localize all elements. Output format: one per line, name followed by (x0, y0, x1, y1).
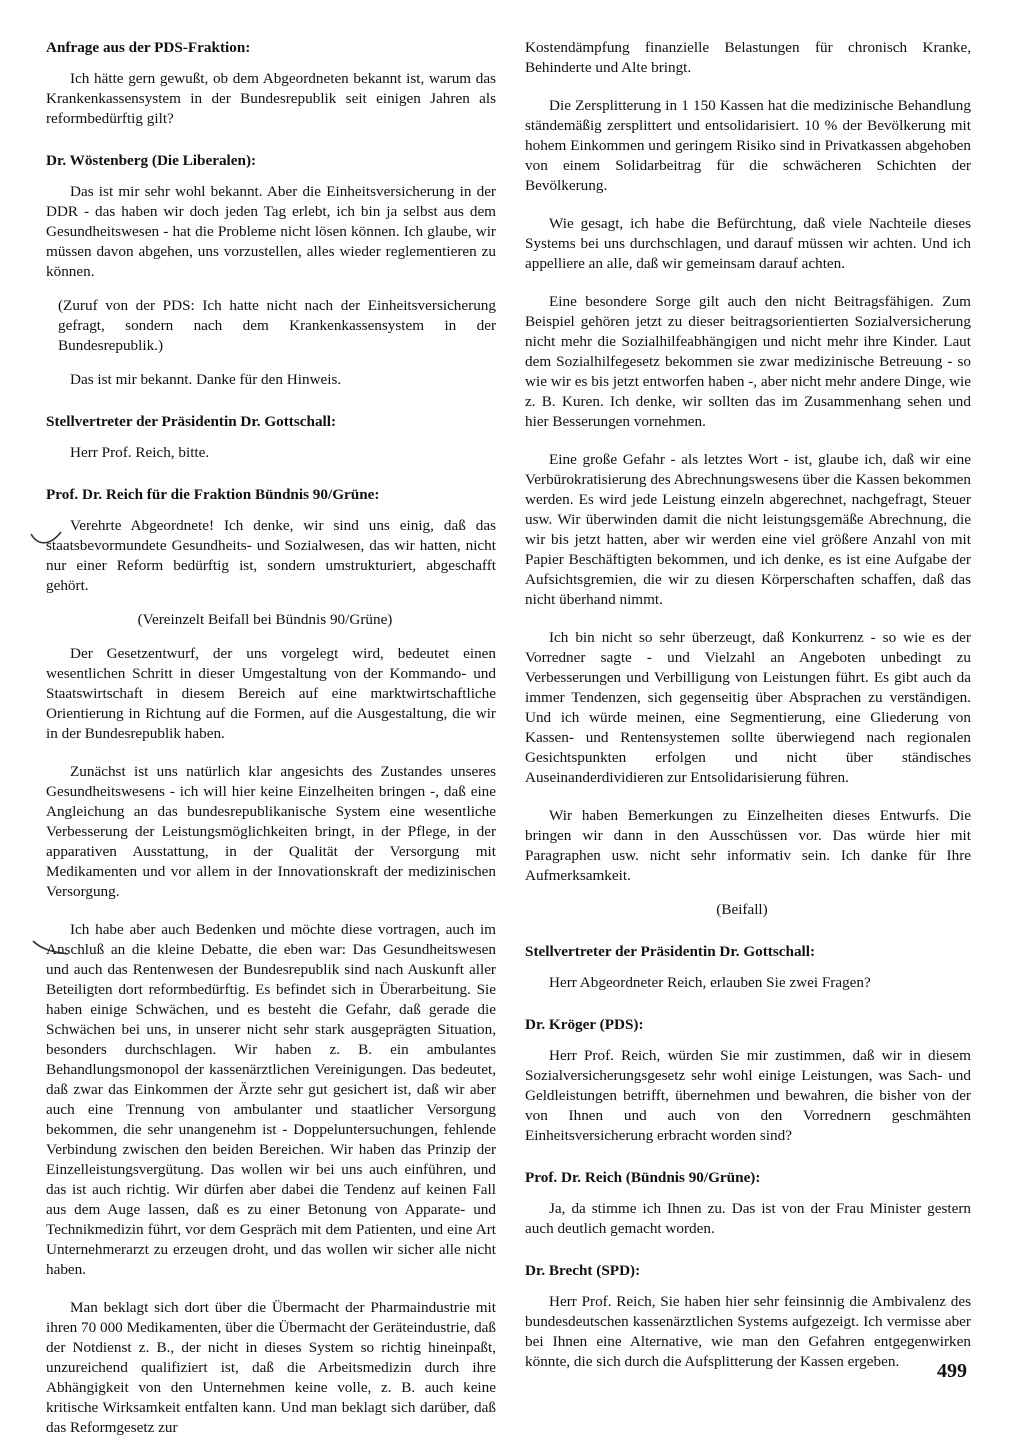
paragraph: Wie gesagt, ich habe die Befürchtung, daß viele Nachteile dieses Systems bei uns durchschlagen, und darauf müssen wir achten. Und ich appelliere an alle, daß wir gemeinsam darauf achten. (525, 215, 971, 272)
paragraph: Herr Abgeordneter Reich, erlauben Sie zwei Fragen? (549, 974, 871, 991)
paragraph: Zunächst ist uns natürlich klar angesichts des Zustandes unseres Gesundheitswesens - ich will hier keine Einzelheiten bringen -, daß eine Angleichung an das bundesrepublikanische System eine wesentliche Verbesserung der Leistungsmöglichkeiten bringt, in der Pflege, in der apparativen Ausstattung, in der Qualität der Versorgung mit Medikamenten und vor allem in der Innovationskraft der medizinischen Versorgung. (46, 763, 496, 900)
left-column (34, 38, 496, 1438)
paragraph: Herr Prof. Reich, bitte. (70, 444, 210, 461)
paragraph: Ich bin nicht so sehr überzeugt, daß Konkurrenz - so wie es der Vorredner sagte - und Vielzahl an Angeboten unbedingt zu Verbesserungen und Verbilligung von Leistungen führt. Es gibt auch da immer Tendenzen, sich gegenseitig über Absprachen zu verständigen. Und ich würde meinen, eine Segmentierung, eine Gliederung von Kassen- und Rentensystemen sollte überwiegend nach regionalen Gesichtspunkten erfolgen und nicht über ständisches Auseinanderdividieren zur Entsolidarisierung führen. (525, 629, 971, 786)
paragraph: Herr Prof. Reich, Sie haben hier sehr feinsinnig die Ambivalenz des bundesdeutschen kassenärztlichen Systems aufgezeigt. Ich vermisse aber bei Ihnen eine Alternative, wie man den Gefahren entgegenwirken könnte, die sich durch die Aufsplitterung der Kassen ergeben. (525, 1293, 971, 1370)
paragraph: Man beklagt sich dort über die Übermacht der Pharmaindustrie mit ihren 70 000 Medikamenten, über die Übermacht der Geräteindustrie, daß der Notdienst z. B., der nicht in dieses System so richtig hineinpaßt, unzureichend qualifiziert ist, daß die Arbeitsmedizin durch ihre Abhängigkeit von den Unternehmen keine volle, z. B. auch keine kritische Wirksamkeit entfalten kann. Und man beklagt sich darüber, daß das Reformgesetz zur (46, 1299, 496, 1436)
speaker-heading: Dr. Wöstenberg (Die Liberalen): (46, 152, 257, 169)
paragraph: Der Gesetzentwurf, der uns vorgelegt wird, bedeutet einen wesentlichen Schritt in dieser Umgestaltung von der Kommando- und Staatswirtschaft in diesem Bereich auf eine marktwirtschaftliche Orientierung in Richtung auf die Formen, auf die Ausgestaltung, die wir in der Bundesrepublik haben. (46, 645, 496, 742)
paragraph: Eine große Gefahr - als letztes Wort - ist, glaube ich, daß wir eine Verbürokratisierung des Abrechnungswesens über die Kassen bekommen werden. Es wird jede Leistung einzeln abgerechnet, nachgefragt, Steuer usw. Wir überwinden damit die nicht leistungsgemäße Abrechnung, die wir bis jetzt hatten, aber wir werden eine viel größere Anzahl von mit Papier Beschäftigten bekommen, und ich denke, es ist eine Aufgabe der Aufsichtsgremien, die wir zu diesen Körperschaften schaffen, daß das nicht überhand nimmt. (525, 451, 971, 608)
speaker-heading: Dr. Brecht (SPD): (525, 1262, 641, 1279)
paragraph: Ich hätte gern gewußt, ob dem Abgeordneten bekannt ist, warum das Krankenkassensystem in der Bundesrepublik seit einigen Jahren als reformbedürftig gilt? (46, 70, 496, 127)
right-column (513, 38, 971, 1372)
margin-mark-icon (28, 528, 64, 550)
paragraph: Wir haben Bemerkungen zu Einzelheiten dieses Entwurfs. Die bringen wir dann in den Ausschüssen vor. Das würde hier mit Paragraphen usw. nicht sehr informativ sein. Ich danke für Ihre Aufmerksamkeit. (525, 807, 971, 884)
paragraph: Herr Prof. Reich, würden Sie mir zustimmen, daß wir in diesem Sozialversicherungsgesetz sehr wohl einige Leistungen, was Sach- und Geldleistungen betrifft, übernehmen und bewahren, die bisher von der von Ihnen und auch von den Vorrednern geschmähten Einheitsversicherung erbracht worden sind? (525, 1047, 971, 1144)
paragraph: Die Zersplitterung in 1 150 Kassen hat die medizinische Behandlung ständemäßig zersplittert und entsolidarisiert. 10 % der Bevölkerung mit hohem Einkommen und geringem Risiko sind in Privatkassen abgehoben von einem Solidarbeitrag für die schwächeren Schichten der Bevölkerung. (525, 97, 971, 194)
paragraph: Ich habe aber auch Bedenken und möchte diese vortragen, auch im Anschluß an die kleine Debatte, die eben war: Das Gesundheitswesen und auch das Rentenwesen der Bundesrepublik sind nach Auskunft aller Beteiligten dort reformbedürftig. Es befindet sich in Überarbeitung. Sie haben einige Schwächen, und es besteht die Gefahr, daß gerade die Schwächen bei uns, in unserer nicht sehr stark ausgeprägten Situation, besonders durchschlagen. Wir haben z. B. ein ambulantes Behandlungsmonopol der kassenärztlichen Vereinigungen. Das bedeutet, daß zwar das Einkommen der Ärzte sehr gut gesichert ist, daß wir aber auch eine Trennung von ambulanter und staatlicher Versorgung bekommen, die sehr unangenehm ist - Doppeluntersuchungen, fehlende Verbindung zwischen den beiden Bereichen. Wir haben das Prinzip der Einzelleistungsvergütung. Das wollen wir bei uns auch einführen, und das ist auch richtig. Wir dürfen aber dabei die Tendenz auf keinen Fall aus dem Auge lassen, daß es zu einer Betonung von Apparate- und Technikmedizin führt, vor dem Gespräch mit dem Patienten, und eine Art Unternehmerarzt zu erzeugen droht, und das wollen wir sicher alle nicht haben. (46, 921, 496, 1278)
speaker-heading: Stellvertreter der Präsidentin Dr. Gottschall: (525, 943, 816, 960)
speaker-heading: Dr. Kröger (PDS): (525, 1016, 644, 1033)
speaker-heading: Prof. Dr. Reich (Bündnis 90/Grüne): (525, 1169, 761, 1186)
speaker-heading: Prof. Dr. Reich für die Fraktion Bündnis 90/Grüne: (46, 486, 380, 503)
paragraph: Das ist mir sehr wohl bekannt. Aber die Einheitsversicherung in der DDR - das haben wir doch jeden Tag erlebt, ich bin ja selbst aus dem Gesundheitswesen - hat die Probleme nicht lösen können. Ich glaube, wir müssen davon abgehen, uns vorzustellen, alles wieder reglementieren zu können. (46, 183, 496, 280)
paragraph: Ja, da stimme ich Ihnen zu. Das ist von der Frau Minister gestern auch deutlich gemacht worden. (525, 1200, 971, 1237)
margin-mark-icon (30, 936, 70, 958)
speaker-heading: Stellvertreter der Präsidentin Dr. Gottschall: (46, 413, 337, 430)
page-number: 499 (937, 1360, 967, 1382)
paragraph: Das ist mir bekannt. Danke für den Hinweis. (70, 371, 342, 388)
applause-note: (Beifall) (716, 901, 768, 918)
interjection: (Zuruf von der PDS: Ich hatte nicht nach der Einheitsversicherung gefragt, sondern nach dem Krankenkassensystem in der Bundesrepublik.) (58, 297, 496, 354)
paragraph: Eine besondere Sorge gilt auch den nicht Beitragsfähigen. Zum Beispiel gehören jetzt zu dieser beitragsorientierten Sozialversicherung nicht mehr die Sozialhilfeabhängigen und nicht mehr ihre Kinder. Laut dem Sozialhilfegesetz bekommen sie zwar medizinische Betreuung - so wie wir es bis jetzt entworfen haben -, aber nicht mehr andere Dinge, wie z. B. Kuren. Ich denke, wir sollten das im Zusammenhang sehen und hier Besserungen vornehmen. (525, 293, 971, 430)
speaker-heading: Anfrage aus der PDS-Fraktion: (46, 39, 251, 56)
paragraph-continued: Kostendämpfung finanzielle Belastungen für chronisch Kranke, Behinderte und Alte bringt. (525, 39, 971, 76)
applause-note: (Vereinzelt Beifall bei Bündnis 90/Grüne) (137, 611, 393, 628)
paragraph: Verehrte Abgeordnete! Ich denke, wir sind uns einig, daß das staatsbevormundete Gesundheits- und Sozialwesen, das wir hatten, nicht nur einer Reform bedürftig ist, sondern umstrukturiert, abgeschafft gehört. (46, 517, 496, 594)
